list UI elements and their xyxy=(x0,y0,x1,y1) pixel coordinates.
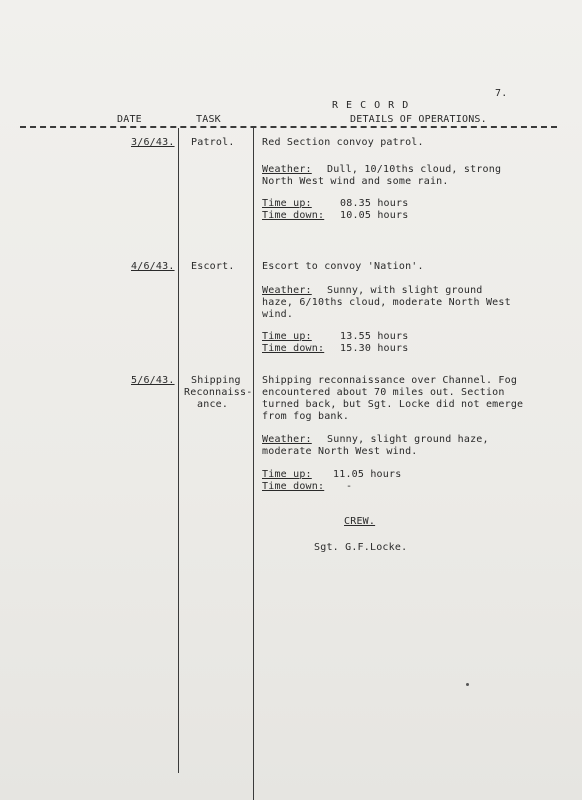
entry-summary-line: Escort to convoy 'Nation'. xyxy=(262,261,424,272)
crew-member: Sgt. G.F.Locke. xyxy=(314,542,408,553)
entry-task: Reconnaiss- xyxy=(184,387,253,398)
entry-date: 4/6/43. xyxy=(131,261,175,272)
weather-label: Weather: xyxy=(262,434,312,445)
column-header-details: DETAILS OF OPERATIONS. xyxy=(350,114,487,125)
column-header-date: DATE xyxy=(117,114,142,125)
header-dashed-rule xyxy=(20,126,557,128)
paper-speck xyxy=(466,683,469,686)
time-down-label: Time down: xyxy=(262,481,325,492)
time-down-label: Time down: xyxy=(262,210,325,221)
column-divider-date-task xyxy=(178,128,179,773)
entry-date: 3/6/43. xyxy=(131,137,175,148)
weather-text-line: wind. xyxy=(262,309,294,320)
record-title: R E C O R D xyxy=(332,100,410,111)
time-up-label: Time up: xyxy=(262,469,312,480)
time-up-value: 11.05 hours xyxy=(333,469,402,480)
weather-text-line: North West wind and some rain. xyxy=(262,176,449,187)
weather-text-line: Sunny, with slight ground xyxy=(327,285,483,296)
entry-task: Patrol. xyxy=(191,137,235,148)
weather-label: Weather: xyxy=(262,285,312,296)
time-up-value: 13.55 hours xyxy=(340,331,409,342)
entry-summary-line: from fog bank. xyxy=(262,411,350,422)
page-number: 7. xyxy=(495,88,508,99)
column-divider-task-details xyxy=(253,128,254,800)
time-down-value: - xyxy=(346,481,353,492)
entry-date: 5/6/43. xyxy=(131,375,175,386)
weather-text-line: moderate North West wind. xyxy=(262,446,418,457)
time-down-value: 10.05 hours xyxy=(340,210,409,221)
entry-summary-line: Shipping reconnaissance over Channel. Fog xyxy=(262,375,518,386)
time-up-label: Time up: xyxy=(262,198,312,209)
time-down-value: 15.30 hours xyxy=(340,343,409,354)
time-up-label: Time up: xyxy=(262,331,312,342)
weather-text-line: Dull, 10/10ths cloud, strong xyxy=(327,164,502,175)
entry-summary-line: encountered about 70 miles out. Section xyxy=(262,387,505,398)
time-down-label: Time down: xyxy=(262,343,325,354)
weather-text-line: haze, 6/10ths cloud, moderate North West xyxy=(262,297,511,308)
crew-heading: CREW. xyxy=(344,516,376,527)
entry-task: Escort. xyxy=(191,261,235,272)
column-header-task: TASK xyxy=(196,114,221,125)
entry-task: Shipping xyxy=(191,375,241,386)
entry-task: ance. xyxy=(197,399,229,410)
entry-summary-line: Red Section convoy patrol. xyxy=(262,137,424,148)
entry-summary-line: turned back, but Sgt. Locke did not emerge xyxy=(262,399,524,410)
weather-text-line: Sunny, slight ground haze, xyxy=(327,434,489,445)
time-up-value: 08.35 hours xyxy=(340,198,409,209)
weather-label: Weather: xyxy=(262,164,312,175)
